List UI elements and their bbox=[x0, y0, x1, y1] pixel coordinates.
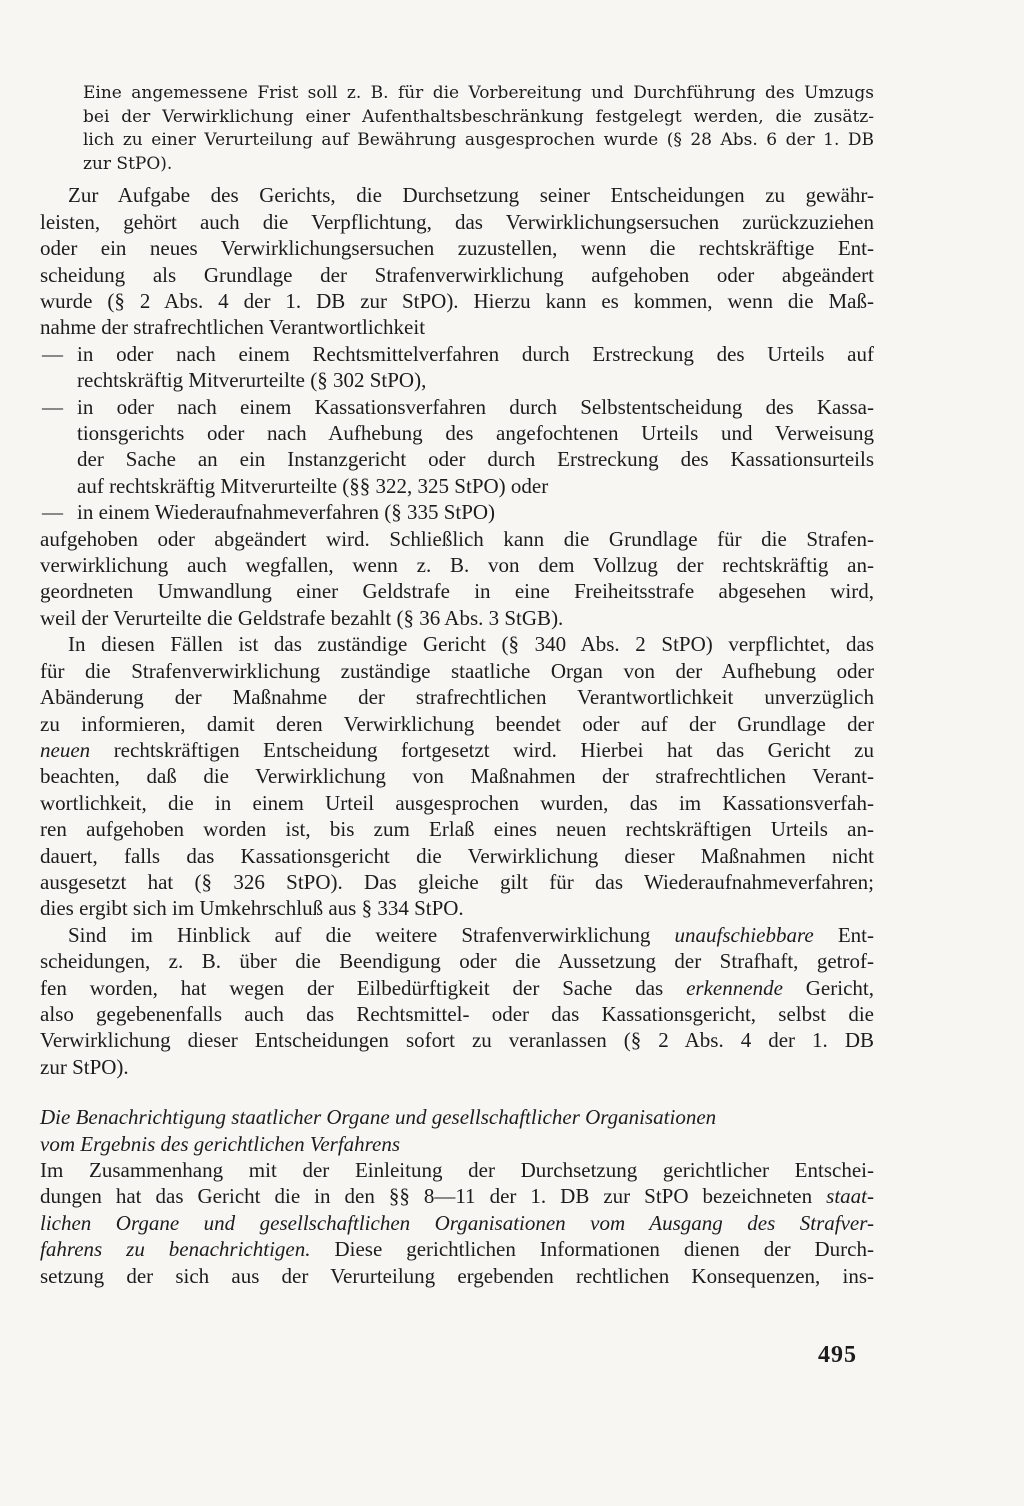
section-heading bbox=[40, 1104, 874, 1157]
text-line bbox=[40, 922, 874, 948]
text-line: Verwirklichung dieser Entscheidungen sofort zu veranlassen (§ 2 Abs. 4 der 1. DB bbox=[40, 1028, 874, 1053]
text-line: Zur Aufgabe des Gerichts, die Durchsetzung seiner Entscheidungen zu gewähr- bbox=[68, 183, 874, 208]
text-line: Im Zusammenhang mit der Einleitung der Durchsetzung gerichtlicher Entschei- bbox=[40, 1158, 874, 1182]
text-line: setzung der sich aus der Verurteilung ergebenden rechtlichen Konsequenzen, ins- bbox=[40, 1263, 874, 1288]
text-span: dungen hat das Gericht die in den §§ 8—11 der 1. DB zur StPO bezeichneten bbox=[40, 1184, 827, 1209]
text-line: beachten, daß die Verwirklichung von Maßnahmen der strafrechtlichen Verant- bbox=[40, 764, 874, 789]
heading-line: vom Ergebnis des gerichtlichen Verfahrens bbox=[40, 1131, 401, 1156]
emphasis: neuen bbox=[40, 737, 91, 762]
text-line: in oder nach einem Kassationsverfahren durch Selbstentscheidung des Kassa- bbox=[77, 394, 874, 419]
text-line: dies ergibt sich im Umkehrschluß aus § 334 StPO. bbox=[40, 896, 464, 921]
text-line: auf rechtskräftig Mitverurteilte (§§ 322, 325 StPO) oder bbox=[77, 473, 549, 498]
text-line: scheidung als Grundlage der Strafenverwirklichung aufgehoben oder abgeändert bbox=[40, 262, 874, 287]
list-item bbox=[40, 341, 874, 394]
text-line: wurde (§ 2 Abs. 4 der 1. DB zur StPO). Hierzu kann es kommen, wenn die Maß- bbox=[40, 289, 874, 313]
text-line: der Sache an ein Instanzgericht oder durch Erstreckung des Kassationsurteils bbox=[77, 447, 874, 472]
emphasis: erkennende bbox=[686, 975, 783, 1000]
emphasis: unaufschiebbare bbox=[674, 922, 814, 947]
paragraph-urgent-decisions bbox=[40, 922, 874, 1080]
text-line bbox=[40, 975, 874, 1001]
text-line: zu informieren, damit deren Verwirklichung beendet oder auf der Grundlage der bbox=[40, 711, 874, 736]
note-line: lich zu einer Verurteilung auf Bewährung ausgesprochen wurde (§ 28 Abs. 6 der 1. DB bbox=[83, 130, 874, 151]
text-line: nahme der strafrechtlichen Verantwortlichkeit bbox=[40, 315, 426, 340]
text-line: ausgesetzt hat (§ 326 StPO). Das gleiche gilt für das Wiederaufnahmeverfahren; bbox=[40, 869, 874, 894]
text-line: also gegebenenfalls auch das Rechtsmittel- oder das Kassationsgericht, selbst die bbox=[40, 1001, 874, 1026]
text-line: für die Strafenverwirklichung zuständige staatliche Organ von der Aufhebung oder bbox=[40, 658, 874, 683]
note-line: bei der Verwirklichung einer Aufenthaltsbeschränkung festgelegt werden, die zusätz- bbox=[83, 106, 874, 127]
text-span: Gericht, bbox=[782, 975, 874, 1000]
paragraph-court-obligation bbox=[40, 631, 874, 921]
note-line: Eine angemessene Frist soll z. B. für die Vorbereitung und Durchführung des Umzugs bbox=[83, 83, 874, 103]
text-line: leisten, gehört auch die Verpflichtung, das Verwirklichungsersuchen zurückzuziehen bbox=[40, 209, 874, 234]
text-line: aufgehoben oder abgeändert wird. Schließlich kann die Grundlage für die Strafen- bbox=[40, 526, 874, 551]
heading-line: Die Benachrichtigung staatlicher Organe und gesellschaftlicher Organisationen bbox=[40, 1105, 717, 1130]
text-line: geordneten Umwandlung einer Geldstrafe in eine Freiheitsstrafe abgesehen wird, bbox=[40, 579, 874, 604]
dash-marker: — bbox=[42, 394, 63, 419]
text-line: oder ein neues Verwirklichungsersuchen zuzustellen, wenn die rechtskräftige Ent- bbox=[40, 236, 874, 261]
list-item bbox=[40, 499, 874, 525]
text-line: dauert, falls das Kassationsgericht die Verwirklichung dieser Maßnahmen nicht bbox=[40, 843, 874, 868]
text-line: zur StPO). bbox=[40, 1054, 129, 1079]
text-span: Diese gerichtlichen Informationen dienen der Durch- bbox=[310, 1237, 874, 1262]
text-line: In diesen Fällen ist das zuständige Gericht (§ 340 Abs. 2 StPO) verpflichtet, das bbox=[68, 632, 874, 657]
paragraph-court-duty bbox=[40, 182, 874, 340]
text-span: fen worden, hat wegen der Eilbedürftigkeit der Sache das bbox=[40, 975, 687, 1000]
text-line: verwirklichung auch wegfallen, wenn z. B. von dem Vollzug der rechtskräftig an- bbox=[40, 553, 874, 578]
dash-marker: — bbox=[42, 341, 63, 366]
note-line: zur StPO). bbox=[83, 153, 173, 174]
text-line: weil der Verurteilte die Geldstrafe bezahlt (§ 36 Abs. 3 StGB). bbox=[40, 605, 564, 630]
text-line: in oder nach einem Rechtsmittelverfahren durch Erstreckung des Urteils auf bbox=[77, 341, 874, 366]
page-body bbox=[40, 82, 874, 1289]
text-line: wortlichkeit, die in einem Urteil ausgesprochen wurden, das im Kassationsverfah- bbox=[40, 790, 874, 815]
paragraph-notification bbox=[40, 1157, 874, 1289]
text-line: tionsgerichts oder nach Aufhebung des angefochtenen Urteils und Verweisung bbox=[77, 421, 874, 446]
text-line: Abänderung der Maßnahme der strafrechtlichen Verantwortlichkeit unverzüglich bbox=[40, 685, 874, 710]
dash-list bbox=[40, 341, 874, 526]
emphasis: fahrens zu benachrichtigen. bbox=[40, 1237, 311, 1262]
text-line: rechtskräftig Mitverurteilte (§ 302 StPO), bbox=[77, 368, 427, 393]
text-line bbox=[40, 1236, 874, 1262]
emphasis: staat- bbox=[826, 1184, 874, 1209]
note-paragraph bbox=[83, 82, 874, 176]
text-span: Ent- bbox=[813, 922, 875, 947]
text-span: Sind im Hinblick auf die weitere Strafenverwirklichung bbox=[68, 922, 675, 947]
text-line: ren aufgehoben worden ist, bis zum Erlaß eines neuen rechtskräftigen Urteils an- bbox=[40, 817, 874, 842]
text-line: lichen Organe und gesellschaftlichen Organisationen vom Ausgang des Strafver- bbox=[40, 1210, 874, 1235]
text-span: rechtskräftigen Entscheidung fortgesetzt wird. Hierbei hat das Gericht zu bbox=[90, 737, 874, 762]
text-line bbox=[40, 737, 874, 763]
page-number: 495 bbox=[818, 1342, 857, 1368]
list-item bbox=[40, 394, 874, 500]
paragraph-continuation bbox=[40, 526, 874, 632]
dash-marker: — bbox=[42, 500, 63, 525]
text-line: scheidungen, z. B. über die Beendigung oder die Aussetzung der Strafhaft, getrof- bbox=[40, 949, 874, 974]
text-line bbox=[40, 1183, 874, 1209]
text-line: in einem Wiederaufnahmeverfahren (§ 335 StPO) bbox=[77, 500, 496, 525]
